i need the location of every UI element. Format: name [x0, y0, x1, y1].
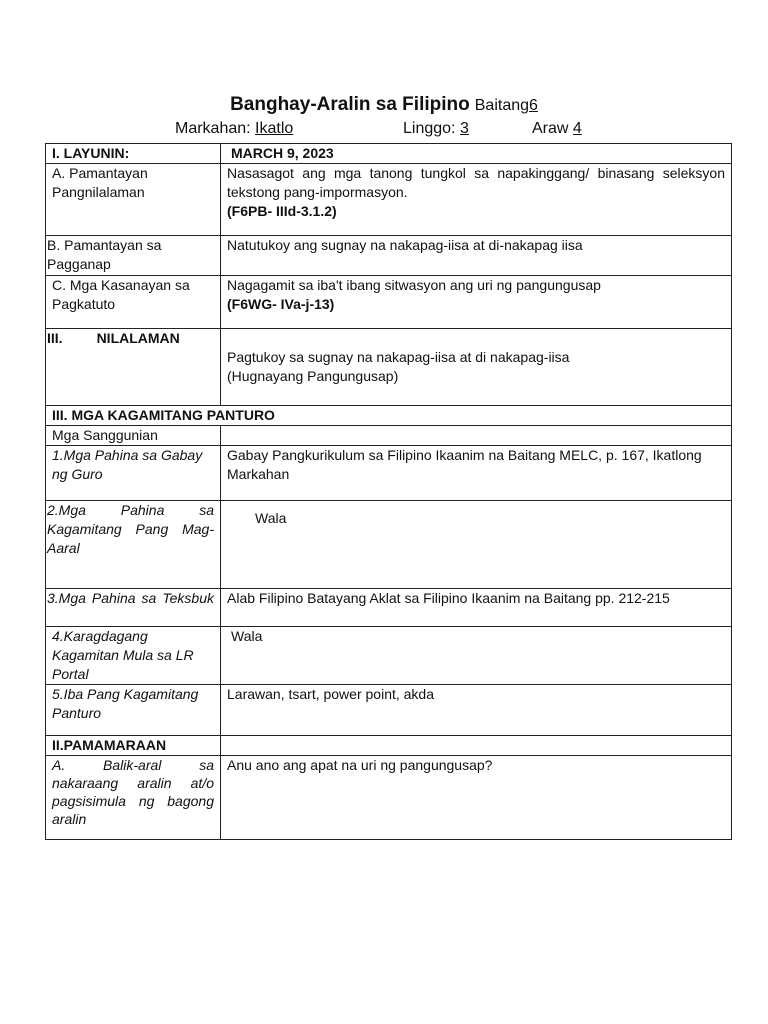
row-content-a — [221, 164, 732, 236]
table-row — [46, 426, 732, 446]
row-content-lr-portal: Wala — [221, 627, 732, 685]
row-c-text: Nagagamit sa iba't ibang sitwasyon ang uri ng pangungusap — [227, 277, 601, 293]
table-row — [46, 501, 732, 589]
grade-value: 6 — [529, 97, 538, 114]
table-row — [46, 144, 732, 164]
table-row — [46, 685, 732, 736]
nilalaman-text-2: (Hugnayang Pangungusap) — [227, 368, 399, 384]
row-content-balik-aral: Anu ano ang apat na uri ng pangungusap? — [221, 756, 732, 840]
lesson-date: MARCH 9, 2023 — [221, 144, 732, 164]
row-c-code: (F6WG- IVa-j-13) — [227, 296, 335, 312]
grade-label: Baitang — [474, 97, 530, 114]
quarter-value: Ikatlo — [255, 120, 294, 137]
row-content-iba-pang: Larawan, tsart, power point, akda — [221, 685, 732, 736]
row-a-code: (F6PB- IIId-3.1.2) — [227, 203, 337, 219]
row-label-lr-portal: 4.Karagdagang Kagamitan Mula sa LR Portal — [46, 627, 221, 685]
week-field — [403, 120, 469, 138]
table-row — [46, 627, 732, 685]
row-label-a: A. Pamantayan Pangnilalaman — [46, 164, 221, 236]
table-row — [46, 276, 732, 329]
row-content-mag-aaral: Wala — [221, 501, 732, 589]
row-content-c — [221, 276, 732, 329]
kagamitan-heading: III. MGA KAGAMITANG PANTURO — [46, 406, 732, 426]
row-label-gabay: 1.Mga Pahina sa Gabay ng Guro — [46, 446, 221, 501]
table-row — [46, 164, 732, 236]
pamamaraan-label: II.PAMAMARAAN — [46, 736, 221, 756]
table-row — [46, 406, 732, 426]
sanggunian-label: Mga Sanggunian — [46, 426, 221, 446]
row-label-teksbuk: 3.Mga Pahina sa Teksbuk — [46, 589, 221, 627]
table-row — [46, 329, 732, 406]
nilalaman-num: III. — [47, 330, 63, 346]
lesson-plan-table — [45, 143, 732, 840]
row-content-b: Natutukoy ang sugnay na nakapag-iisa at di-nakapag iisa — [221, 236, 732, 276]
row-label-iba-pang: 5.Iba Pang Kagamitang Panturo — [46, 685, 221, 736]
table-row — [46, 736, 732, 756]
row-a-text: Nasasagot ang mga tanong tungkol sa napakinggang/ binasang seleksyon tekstong pang-impormasyon. — [227, 165, 725, 200]
quarter-label: Markahan: — [175, 120, 251, 137]
day-value: 4 — [572, 120, 582, 137]
row-label-c: C. Mga Kasanayan sa Pagkatuto — [46, 276, 221, 329]
quarter-field — [175, 120, 293, 138]
day-field — [532, 120, 582, 138]
title-text: Banghay-Aralin sa Filipino — [230, 94, 470, 115]
row-label-balik-aral: A. Balik-aral sa nakaraang aralin at/o pagsisimula ng bagong aralin — [46, 756, 221, 840]
sanggunian-content — [221, 426, 732, 446]
nilalaman-text: NILALAMAN — [96, 330, 180, 346]
row-content-gabay: Gabay Pangkurikulum sa Filipino Ikaanim na Baitang MELC, p. 167, Ikatlong Markahan — [221, 446, 732, 501]
row-label-b: B. Pamantayan sa Pagganap — [46, 236, 221, 276]
document-title — [0, 94, 768, 116]
table-row — [46, 589, 732, 627]
layunin-label: I. LAYUNIN: — [46, 144, 221, 164]
week-value: 3 — [459, 120, 469, 137]
week-label: Linggo: — [403, 120, 456, 137]
table-row — [46, 446, 732, 501]
row-content-teksbuk: Alab Filipino Batayang Aklat sa Filipino Ikaanim na Baitang pp. 212-215 — [221, 589, 732, 627]
pamamaraan-content — [221, 736, 732, 756]
nilalaman-content — [221, 329, 732, 406]
day-label: Araw — [532, 120, 569, 137]
table-row — [46, 756, 732, 840]
nilalaman-text-1: Pagtukoy sa sugnay na nakapag-iisa at di nakapag-iisa — [227, 349, 570, 365]
row-label-mag-aaral: 2.Mga Pahina sa Kagamitang Pang Mag-Aaral — [46, 501, 221, 589]
table-row — [46, 236, 732, 276]
nilalaman-label — [46, 329, 221, 406]
